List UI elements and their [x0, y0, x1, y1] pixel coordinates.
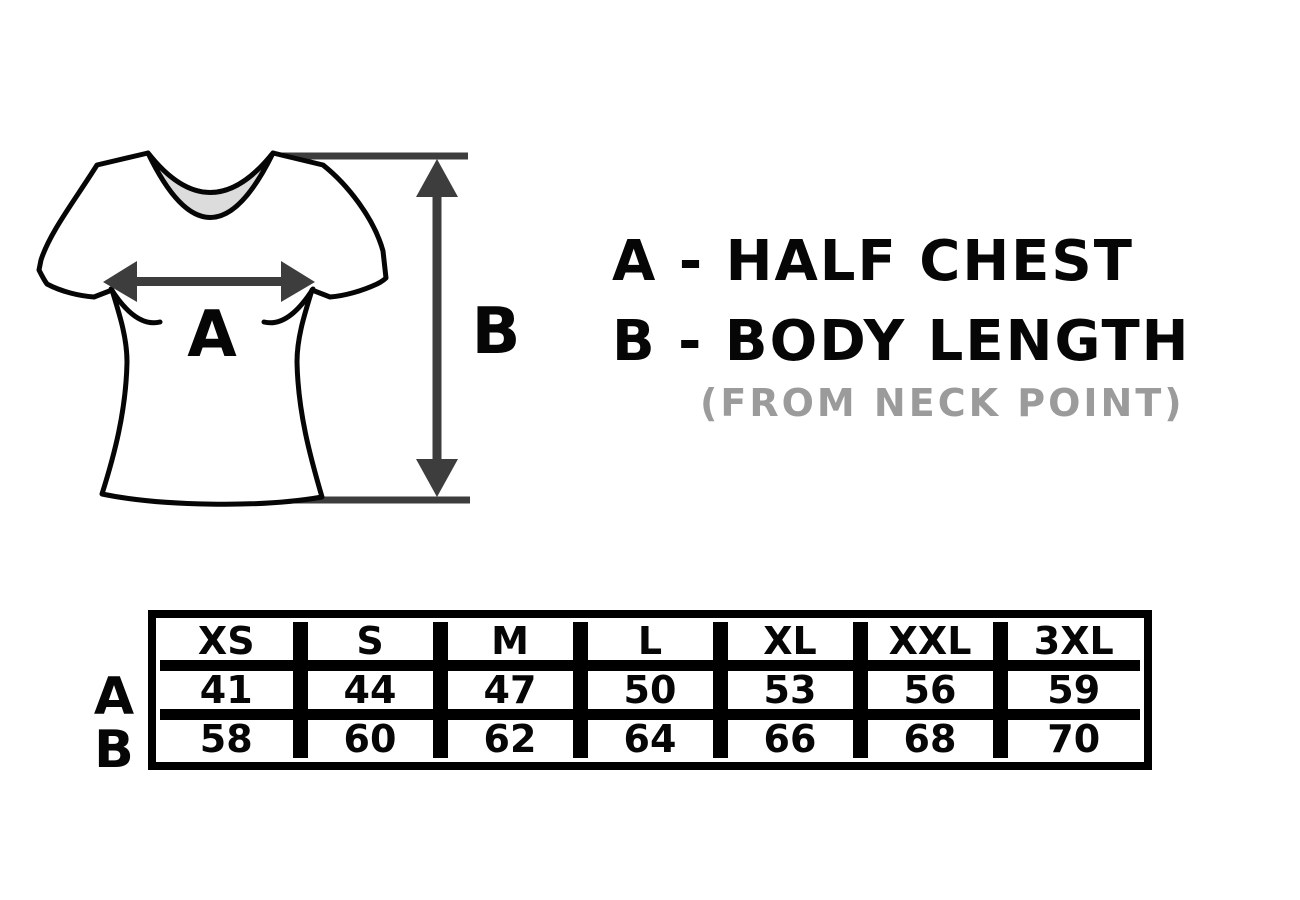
size-header-m: M	[440, 622, 580, 666]
body-length-xl: 66	[720, 715, 860, 759]
half-chest-s: 44	[300, 666, 440, 715]
size-header-s: S	[300, 622, 440, 666]
body-length-l: 64	[580, 715, 720, 759]
legend-body-length-note: (FROM NECK POINT)	[700, 381, 1185, 425]
size-table-header-row	[160, 622, 1140, 666]
body-length-row	[160, 715, 1140, 759]
table-row-label-a: A	[93, 667, 135, 727]
size-header-l: L	[580, 622, 720, 666]
body-length-m: 62	[440, 715, 580, 759]
half-chest-xl: 53	[720, 666, 860, 715]
legend-half-chest: A - HALF CHEST	[612, 229, 1134, 294]
half-chest-row	[160, 666, 1140, 715]
diagram-label-b: B	[471, 295, 520, 369]
table-row-label-b: B	[94, 720, 134, 780]
body-length-xs: 58	[160, 715, 300, 759]
half-chest-l: 50	[580, 666, 720, 715]
half-chest-m: 47	[440, 666, 580, 715]
size-table-frame	[148, 610, 1152, 770]
size-table	[160, 619, 1140, 761]
size-header-xxl: XXL	[860, 622, 1000, 666]
half-chest-xs: 41	[160, 666, 300, 715]
half-chest-3xl: 59	[1000, 666, 1140, 715]
size-header-xl: XL	[720, 622, 860, 666]
size-header-3xl: 3XL	[1000, 622, 1140, 666]
body-length-s: 60	[300, 715, 440, 759]
body-length-arrow	[416, 159, 458, 497]
tshirt-measurement-diagram	[20, 120, 520, 540]
legend-body-length: B - BODY LENGTH	[612, 309, 1191, 374]
body-length-3xl: 70	[1000, 715, 1140, 759]
half-chest-xxl: 56	[860, 666, 1000, 715]
body-length-xxl: 68	[860, 715, 1000, 759]
diagram-label-a: A	[187, 298, 237, 372]
size-header-xs: XS	[160, 622, 300, 666]
